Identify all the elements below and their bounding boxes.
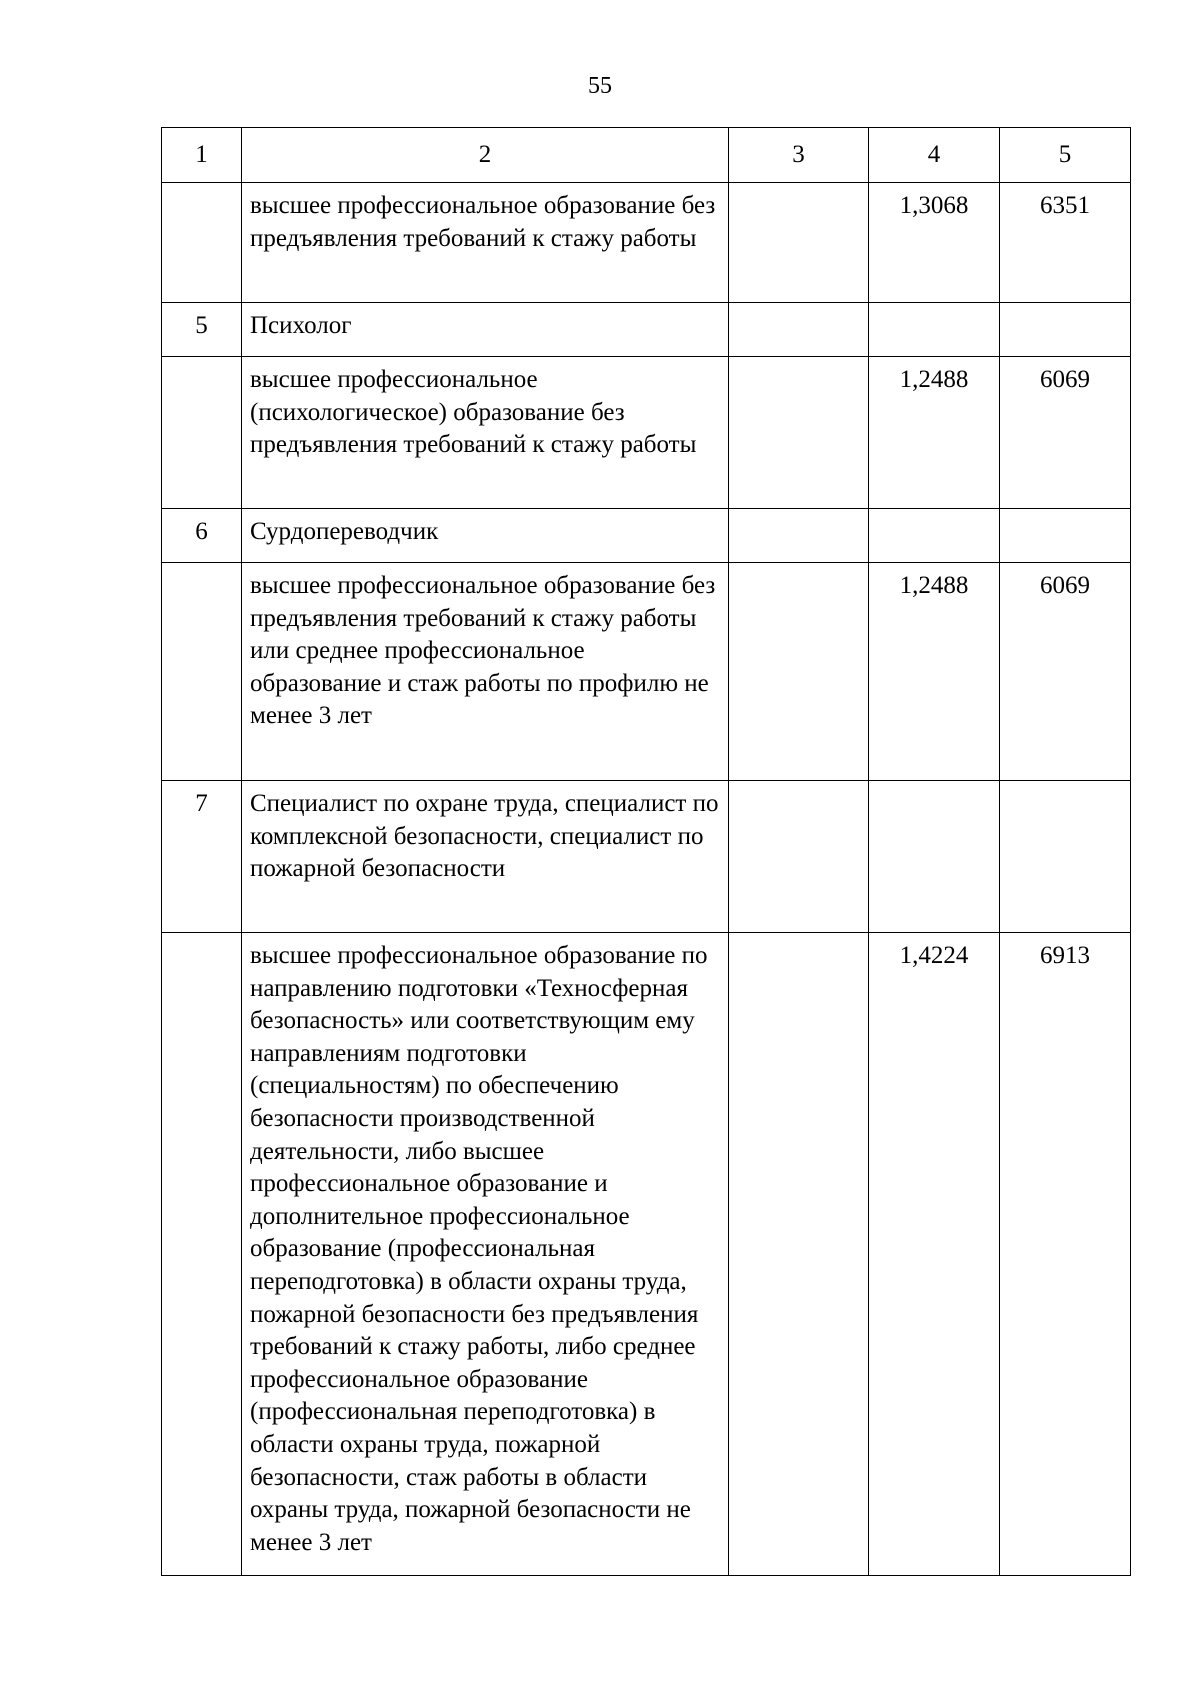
coefficient-cell: 1,4224: [869, 933, 1000, 1576]
coefficient-cell: 1,3068: [869, 183, 1000, 303]
row-number: 5: [162, 303, 242, 357]
salary-table: [161, 127, 1131, 1576]
position-title: Сурдопереводчик: [242, 509, 729, 563]
column-3-cell: [729, 563, 869, 781]
column-3-cell: [729, 357, 869, 509]
table-row: [162, 303, 1131, 357]
salary-cell: 6069: [1000, 563, 1131, 781]
page-number: 55: [588, 73, 612, 99]
coefficient-cell: [869, 509, 1000, 563]
salary-cell: 6913: [1000, 933, 1131, 1576]
column-3-cell: [729, 781, 869, 933]
position-description: высшее профессиональное образование по направлению подготовки «Техносферная безопасность» или соответствующим ему направлениям подготовки (специальностям) по обеспечению безопасности производственной деятельности, либо высшее профессиональное образование и дополнительное профессиональное образование (профессиональная переподготовка) в области охраны труда, пожарной безопасности без предъявления требований к стажу работы, либо среднее профессиональное образование (профессиональная переподготовка) в области охраны труда, пожарной безопасности, стаж работы в области охраны труда, пожарной безопасности не менее 3 лет: [242, 933, 729, 1576]
salary-cell: 6351: [1000, 183, 1131, 303]
header-cell-5: 5: [1000, 128, 1131, 183]
table-row: [162, 781, 1131, 933]
coefficient-cell: 1,2488: [869, 563, 1000, 781]
table-row: [162, 183, 1131, 303]
salary-cell: [1000, 781, 1131, 933]
column-3-cell: [729, 933, 869, 1576]
table-row: [162, 563, 1131, 781]
position-title: Психолог: [242, 303, 729, 357]
header-cell-3: 3: [729, 128, 869, 183]
header-cell-4: 4: [869, 128, 1000, 183]
position-description: высшее профессиональное (психологическое) образование без предъявления требований к стажу работы: [242, 357, 729, 509]
header-cell-1: 1: [162, 128, 242, 183]
coefficient-cell: [869, 303, 1000, 357]
column-3-cell: [729, 183, 869, 303]
table-row: [162, 509, 1131, 563]
position-description: высшее профессиональное образование без предъявления требований к стажу работы или среднее профессиональное образование и стаж работы по профилю не менее 3 лет: [242, 563, 729, 781]
salary-cell: 6069: [1000, 357, 1131, 509]
column-3-cell: [729, 303, 869, 357]
coefficient-cell: [869, 781, 1000, 933]
row-number: 7: [162, 781, 242, 933]
table-row: [162, 357, 1131, 509]
table-row: [162, 933, 1131, 1576]
position-title: Специалист по охране труда, специалист по комплексной безопасности, специалист по пожарной безопасности: [242, 781, 729, 933]
row-number: [162, 183, 242, 303]
salary-cell: [1000, 509, 1131, 563]
header-cell-2: 2: [242, 128, 729, 183]
row-number: [162, 933, 242, 1576]
coefficient-cell: 1,2488: [869, 357, 1000, 509]
table-header-row: [162, 128, 1131, 183]
column-3-cell: [729, 509, 869, 563]
row-number: [162, 357, 242, 509]
position-description: высшее профессиональное образование без предъявления требований к стажу работы: [242, 183, 729, 303]
row-number: [162, 563, 242, 781]
row-number: 6: [162, 509, 242, 563]
salary-cell: [1000, 303, 1131, 357]
